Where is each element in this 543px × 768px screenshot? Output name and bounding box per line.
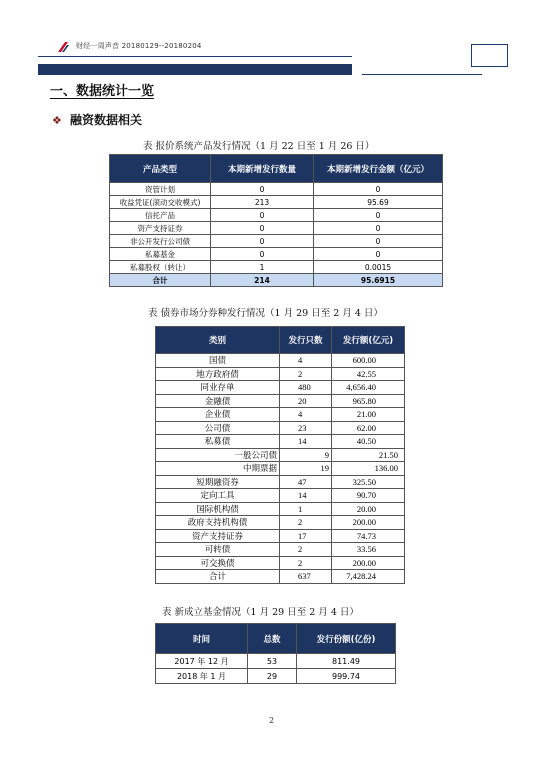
table-cell: 637 bbox=[280, 570, 332, 584]
table-cell: 信托产品 bbox=[110, 209, 211, 222]
table-total-row bbox=[110, 274, 443, 287]
table-cell: 中期票据 bbox=[156, 462, 280, 476]
table-row bbox=[156, 354, 405, 368]
table-row bbox=[110, 235, 443, 248]
table-row bbox=[156, 462, 405, 476]
table-cell: 214 bbox=[211, 274, 314, 287]
table-cell: 4,656.40 bbox=[332, 381, 405, 395]
table-cell: 1 bbox=[280, 502, 332, 516]
header-text: 财经一周声音 20180129--20180204 bbox=[76, 42, 202, 50]
table-cell: 14 bbox=[280, 489, 332, 503]
table-cell: 95.69 bbox=[314, 196, 443, 209]
table-cell: 公司债 bbox=[156, 421, 280, 435]
table-cell: 1 bbox=[211, 261, 314, 274]
table-cell: 62.00 bbox=[332, 421, 405, 435]
table-row bbox=[156, 529, 405, 543]
table-cell: 0 bbox=[314, 183, 443, 196]
table-cell: 2 bbox=[280, 516, 332, 530]
table-cell: 资管计划 bbox=[110, 183, 211, 196]
table-cell: 私募债 bbox=[156, 435, 280, 449]
table-row bbox=[110, 248, 443, 261]
table-cell: 同业存单 bbox=[156, 381, 280, 395]
table-cell: 19 bbox=[280, 462, 332, 476]
table-cell: 2 bbox=[280, 367, 332, 381]
table-header-row bbox=[156, 327, 405, 354]
table-cell: 23 bbox=[280, 421, 332, 435]
table-cell: 私募股权（转让） bbox=[110, 261, 211, 274]
table-cell: 811.49 bbox=[297, 654, 396, 669]
table-row bbox=[156, 654, 396, 669]
table-row bbox=[156, 421, 405, 435]
table-cell: 4 bbox=[280, 354, 332, 368]
table-cell: 999.74 bbox=[297, 669, 396, 684]
column-header: 总数 bbox=[248, 624, 297, 654]
table-cell: 0.0015 bbox=[314, 261, 443, 274]
table-cell: 0 bbox=[211, 183, 314, 196]
table-cell: 0 bbox=[211, 235, 314, 248]
table-cell: 0 bbox=[314, 235, 443, 248]
table-cell: 21.50 bbox=[332, 448, 405, 462]
table-cell: 国际机构债 bbox=[156, 502, 280, 516]
table-row bbox=[110, 261, 443, 274]
table-cell: 定向工具 bbox=[156, 489, 280, 503]
column-header: 类别 bbox=[156, 327, 280, 354]
table-row bbox=[156, 381, 405, 395]
table-cell: 200.00 bbox=[332, 556, 405, 570]
table-row bbox=[156, 475, 405, 489]
table-cell: 2 bbox=[280, 543, 332, 557]
column-header: 产品类型 bbox=[110, 155, 211, 183]
header-divider bbox=[38, 56, 352, 57]
table-cell: 33.56 bbox=[332, 543, 405, 557]
table-cell: 企业债 bbox=[156, 408, 280, 422]
table-cell: 可转债 bbox=[156, 543, 280, 557]
table-cell: 收益凭证(滚动交收模式) bbox=[110, 196, 211, 209]
new-fund-table bbox=[155, 623, 396, 684]
table-row bbox=[156, 408, 405, 422]
table-cell: 90.70 bbox=[332, 489, 405, 503]
table3-caption: 表 新成立基金情况（1 月 29 日至 2 月 4 日） bbox=[162, 607, 359, 618]
table-cell: 4 bbox=[280, 408, 332, 422]
table-cell: 47 bbox=[280, 475, 332, 489]
table-cell: 金融债 bbox=[156, 394, 280, 408]
table-cell: 2017 年 12 月 bbox=[156, 654, 248, 669]
table-cell: 0 bbox=[314, 222, 443, 235]
table-cell: 40.50 bbox=[332, 435, 405, 449]
table-cell: 213 bbox=[211, 196, 314, 209]
table-row bbox=[156, 556, 405, 570]
diamond-bullet-icon: ❖ bbox=[52, 114, 62, 127]
table-cell: 21.00 bbox=[332, 408, 405, 422]
table-cell: 国债 bbox=[156, 354, 280, 368]
product-issuance-table bbox=[109, 154, 443, 287]
table-cell: 合计 bbox=[156, 570, 280, 584]
table-cell: 私募基金 bbox=[110, 248, 211, 261]
table-row bbox=[156, 502, 405, 516]
table-row bbox=[156, 394, 405, 408]
table-row bbox=[156, 435, 405, 449]
table-cell: 地方政府债 bbox=[156, 367, 280, 381]
table-cell: 可交换债 bbox=[156, 556, 280, 570]
table-cell: 600.00 bbox=[332, 354, 405, 368]
table-cell: 资产支持证券 bbox=[156, 529, 280, 543]
table-cell: 42.55 bbox=[332, 367, 405, 381]
table-cell: 74.73 bbox=[332, 529, 405, 543]
table-row bbox=[156, 516, 405, 530]
table-row bbox=[156, 367, 405, 381]
table-cell: 136.00 bbox=[332, 462, 405, 476]
table-cell: 200.00 bbox=[332, 516, 405, 530]
table-cell: 短期融资券 bbox=[156, 475, 280, 489]
table-row bbox=[156, 669, 396, 684]
table-row bbox=[110, 222, 443, 235]
table-cell: 17 bbox=[280, 529, 332, 543]
table-row bbox=[110, 196, 443, 209]
table-cell: 0 bbox=[211, 248, 314, 261]
table-cell: 0 bbox=[314, 248, 443, 261]
table-cell: 29 bbox=[248, 669, 297, 684]
table-row bbox=[156, 543, 405, 557]
table-cell: 一般公司债 bbox=[156, 448, 280, 462]
table-cell: 480 bbox=[280, 381, 332, 395]
table2-caption: 表 债券市场分券种发行情况（1 月 29 日至 2 月 4 日） bbox=[148, 308, 383, 319]
column-header: 时间 bbox=[156, 624, 248, 654]
column-header: 发行额(亿元) bbox=[332, 327, 405, 354]
table-cell: 2018 年 1 月 bbox=[156, 669, 248, 684]
column-header: 发行份额(亿份) bbox=[297, 624, 396, 654]
table-cell: 政府支持机构债 bbox=[156, 516, 280, 530]
table-row bbox=[110, 183, 443, 196]
table-cell: 0 bbox=[314, 209, 443, 222]
table1-caption: 表 报价系统产品发行情况（1 月 22 日至 1 月 26 日） bbox=[143, 141, 375, 152]
table-cell: 非公开发行公司债 bbox=[110, 235, 211, 248]
company-logo-icon bbox=[56, 40, 70, 54]
header-decor-line bbox=[362, 74, 482, 75]
table-cell: 14 bbox=[280, 435, 332, 449]
table-cell: 965.80 bbox=[332, 394, 405, 408]
column-header: 本期新增发行金额（亿元） bbox=[314, 155, 443, 183]
header-decor-box bbox=[471, 44, 508, 67]
table-header-row bbox=[156, 624, 396, 654]
column-header: 发行只数 bbox=[280, 327, 332, 354]
subsection-title: 融资数据相关 bbox=[70, 113, 143, 127]
table-cell: 7,428.24 bbox=[332, 570, 405, 584]
page-number: 2 bbox=[268, 716, 275, 725]
table-cell: 53 bbox=[248, 654, 297, 669]
table-cell: 95.6915 bbox=[314, 274, 443, 287]
table-header-row bbox=[110, 155, 443, 183]
table-cell: 325.50 bbox=[332, 475, 405, 489]
table-cell: 20.00 bbox=[332, 502, 405, 516]
header-bar bbox=[38, 64, 352, 75]
table-row bbox=[110, 209, 443, 222]
table-cell: 资产支持证券 bbox=[110, 222, 211, 235]
table-cell: 9 bbox=[280, 448, 332, 462]
column-header: 本期新增发行数量 bbox=[211, 155, 314, 183]
table-cell: 合计 bbox=[110, 274, 211, 287]
table-cell: 2 bbox=[280, 556, 332, 570]
table-row bbox=[156, 448, 405, 462]
table-cell: 0 bbox=[211, 222, 314, 235]
table-row bbox=[156, 570, 405, 584]
table-row bbox=[156, 489, 405, 503]
table-cell: 0 bbox=[211, 209, 314, 222]
table-cell: 20 bbox=[280, 394, 332, 408]
section-title: 一、数据统计一览 bbox=[50, 84, 155, 99]
bond-issuance-table bbox=[155, 326, 405, 584]
